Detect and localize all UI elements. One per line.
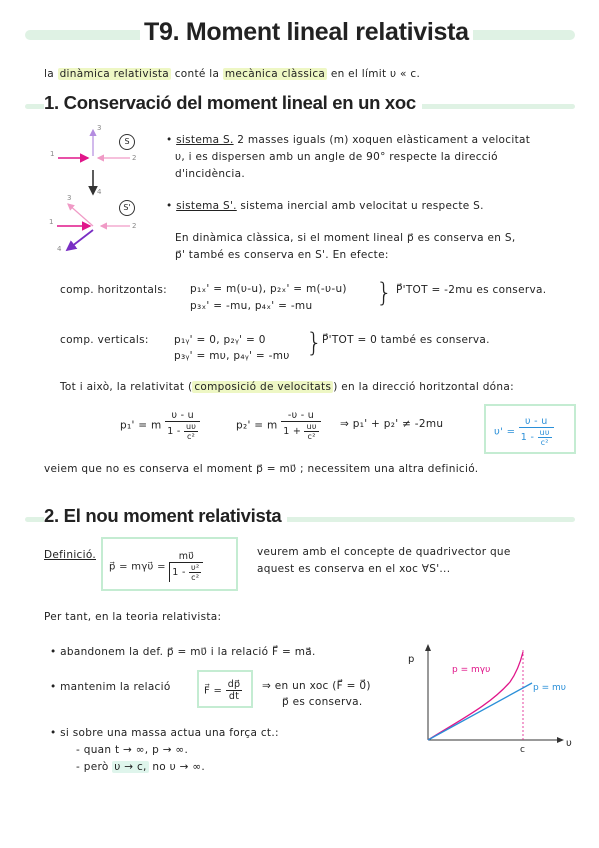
bullet: • <box>50 646 57 658</box>
force-lhs: F⃗ = <box>204 685 223 697</box>
vert-l2: p₃ᵧ' = mυ, p₄ᵧ' = -mυ <box>174 350 290 362</box>
graph-y-label: p <box>408 654 415 665</box>
eq-p1-den-fd: c² <box>186 432 196 441</box>
intro-pre: la <box>44 68 54 80</box>
bullet2-text: mantenim la relació <box>60 681 171 693</box>
horiz-l2: p₃ₓ' = -mu, p₄ₓ' = -mu <box>190 300 313 312</box>
bullet3-d2-highlight: υ → c, <box>114 761 147 773</box>
bullet3 <box>50 727 279 739</box>
graph-label-classical: p = mυ <box>533 683 566 693</box>
s2-label-4: 4 <box>57 245 62 253</box>
bullet: • <box>166 200 173 212</box>
eq-box-den-frac <box>538 428 552 447</box>
s-label-4: 4 <box>97 188 102 196</box>
force-den: dt <box>228 691 240 702</box>
def-den-fd: c² <box>191 573 200 582</box>
bullet3-text: si sobre una massa actua una força ct.: <box>60 727 279 739</box>
s-label-3: 3 <box>97 124 102 132</box>
bullet3-d1: - quan t → ∞, p → ∞. <box>76 744 189 756</box>
bullet: • <box>50 681 57 693</box>
curve-classical <box>428 683 532 740</box>
graph-label-relativistic: p = mγυ <box>452 665 491 675</box>
definition-label: Definició. <box>44 549 96 561</box>
relativity-line <box>60 381 514 393</box>
therefore-line: Per tant, en la teoria relativista: <box>44 611 222 623</box>
bullet1 <box>50 646 316 658</box>
eq-box-lhs: υ' = <box>494 426 516 438</box>
s-label-2: 2 <box>132 154 137 162</box>
horiz-brace: } <box>376 278 393 308</box>
s-label-1: 1 <box>50 150 55 158</box>
bullet2-post-l1: ⇒ en un xoc (F⃗ = 0⃗) <box>262 680 371 692</box>
eq-box-num: υ - u <box>519 416 554 428</box>
eq-p1-lhs: p₁' = m <box>120 419 162 432</box>
s2-label-2: 2 <box>132 222 137 230</box>
eq-p1-den-a: 1 - <box>167 426 181 437</box>
item1-line1 <box>166 134 530 146</box>
eq-p2-lhs: p₂' = m <box>236 419 278 432</box>
frame-s2-badge: S' <box>119 200 135 216</box>
force-law-box <box>197 670 253 708</box>
eq-box-den-fd: c² <box>540 438 549 447</box>
eq-p2-den-fd: c² <box>307 432 316 441</box>
section1-heading: 1. Conservació del moment lineal en un xoc <box>44 92 422 114</box>
item1-text1: 2 masses iguals (m) xoquen elàsticament a velocitat <box>237 134 531 146</box>
eq-p1-den-frac <box>184 422 198 441</box>
def-lhs: p⃗ = mγυ⃗ = <box>109 561 166 573</box>
rel-highlight: composició de velocitats <box>194 381 332 393</box>
s2-label-1: 1 <box>49 218 54 226</box>
eq-p2-num: -υ - u <box>281 410 321 422</box>
force-law-eq <box>204 679 242 702</box>
eq-p1-num: υ - u <box>165 410 200 422</box>
item2-label: sistema S'. <box>176 200 237 212</box>
rel-post: ) en la direcció horitzontal dóna: <box>333 381 514 393</box>
eq-box-den <box>519 428 554 447</box>
item2-text: sistema inercial amb velocitat u respecte S. <box>240 200 484 212</box>
eq-p2 <box>236 410 321 441</box>
intro-dynamics: dinàmica relativista <box>59 68 170 80</box>
bullet: • <box>166 134 173 146</box>
def-fraction <box>169 551 203 582</box>
page-title: T9. Moment lineal relativista <box>140 18 473 47</box>
horiz-label: comp. horitzontals: <box>60 284 167 296</box>
definition-eq <box>109 551 203 582</box>
vert-brace: } <box>306 328 323 358</box>
bullet3-d2-pre: - però <box>76 761 109 773</box>
intro-mechanics: mecànica clàssica <box>224 68 326 80</box>
velocity-composition-eq <box>494 416 554 447</box>
eq-box-den-fn: uυ <box>539 428 550 437</box>
def-note-l1: veurem amb el concepte de quadrivector que <box>257 546 511 558</box>
velocity-composition-box <box>484 404 576 454</box>
bullet: • <box>50 727 57 739</box>
eq-p2-den <box>281 422 321 441</box>
eq-box-den-a: 1 - <box>520 432 535 443</box>
force-fraction <box>226 679 243 702</box>
bullet3-d2-post: no υ → ∞. <box>152 761 206 773</box>
def-den-frac <box>189 563 201 582</box>
item1-line3: d'incidència. <box>175 168 245 180</box>
vert-result: P⃗'TOT = 0 també es conserva. <box>322 334 490 346</box>
def-note-l2: aquest es conserva en el xoc ∀S'... <box>257 563 451 575</box>
eq-p1-fraction <box>165 410 200 441</box>
intro-post: en el límit υ « c. <box>330 68 421 80</box>
intro-mid: conté la <box>174 68 220 80</box>
definition-box <box>101 537 238 591</box>
eq-p1 <box>120 410 200 441</box>
bullet3-d2 <box>76 761 205 773</box>
eq-p1-den <box>165 422 200 441</box>
horiz-l1: p₁ₓ' = m(υ-u), p₂ₓ' = m(-υ-u) <box>190 283 347 295</box>
s2-arrow-down <box>67 230 93 250</box>
eq-p1-den-fn: uυ <box>185 422 197 431</box>
para-line1: En dinàmica clàssica, si el moment lineal p⃗ es conserva en S, <box>175 232 516 244</box>
eq-sum: ⇒ p₁' + p₂' ≠ -2mu <box>340 418 444 430</box>
eq-p2-den-fn: uυ <box>306 422 317 431</box>
def-den-a: 1 - <box>172 567 186 578</box>
def-den-fn: υ² <box>191 563 200 572</box>
graph-y-arrow <box>425 644 431 651</box>
rel-pre: Tot i això, la relativitat ( <box>60 381 193 393</box>
eq-p2-den-frac <box>304 422 318 441</box>
def-num: mυ⃗ <box>169 551 203 563</box>
def-den <box>169 562 203 582</box>
vert-label: comp. verticals: <box>60 334 149 346</box>
s2-label-3: 3 <box>67 194 72 202</box>
force-num: dp⃗ <box>227 679 241 690</box>
intro-line <box>44 68 420 80</box>
eq-p2-den-a: 1 + <box>283 426 302 437</box>
bullet1-text: abandonem la def. p⃗ = mυ⃗ i la relació F⃗ = ma⃗. <box>60 646 316 658</box>
frame-s-badge: S <box>119 134 135 150</box>
graph-c-label: c <box>520 745 525 755</box>
graph-x-arrow <box>557 737 564 743</box>
eq-box-fraction <box>519 416 554 447</box>
item2-line <box>166 200 484 212</box>
bullet2 <box>50 681 171 693</box>
s2-arrow-up <box>68 204 93 226</box>
item1-label: sistema S. <box>176 134 234 146</box>
vert-l1: p₁ᵧ' = 0, p₂ᵧ' = 0 <box>174 334 266 346</box>
conclusion-line: veiem que no es conserva el moment p⃗ = mυ⃗ ; necessitem una altra definició. <box>44 463 479 475</box>
item1-line2: υ, i es dispersen amb un angle de 90° respecte la direcció <box>175 151 498 163</box>
momentum-graph <box>400 640 580 755</box>
para-line2: p⃗' també es conserva en S'. En efecte: <box>175 249 389 261</box>
graph-x-label: υ <box>566 738 572 749</box>
bullet2-post-l2: p⃗ es conserva. <box>282 696 363 708</box>
section2-heading: 2. El nou moment relativista <box>44 505 287 527</box>
eq-p2-fraction <box>281 410 321 441</box>
horiz-result: P⃗'TOT = -2mu es conserva. <box>396 284 547 296</box>
